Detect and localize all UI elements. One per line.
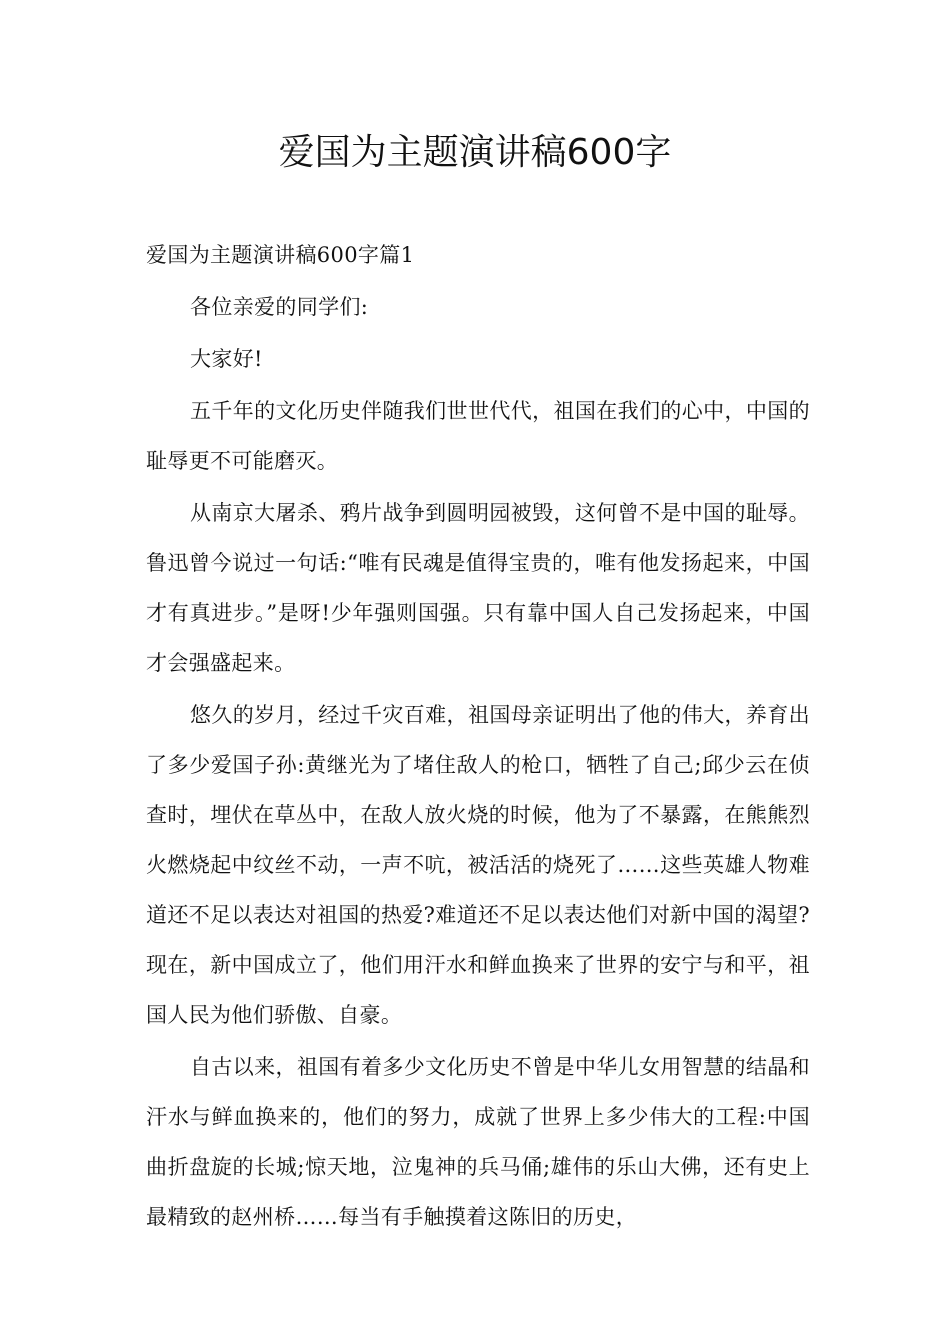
document-title: 爱国为主题演讲稿600字 [278,132,672,173]
body-paragraph: 悠久的岁月，经过千灾百难，祖国母亲证明出了他的伟大，养育出了多少爱国子孙:黄继光为了堵住敌人的枪口，牺牲了自己;邱少云在侦查时，埋伏在草丛中，在敌人放火烧的时候，他为了不暴露，在熊熊烈火燃烧起中纹丝不动，一声不吭，被活活的烧死了……这些英雄人物难道还不足以表达对祖国的热爱?难道还不足以表达他们对新中国的渴望?现在，新中国成立了，他们用汗水和鲜血换来了世界的安宁与和平，祖国人民为他们骄傲、自豪。 [146,703,810,1027]
document-body [146,230,810,1244]
salutation-paragraph: 各位亲爱的同学们: [190,295,369,319]
greeting-paragraph: 大家好! [190,347,263,371]
body-paragraph: 自古以来，祖国有着多少文化历史不曾是中华儿女用智慧的结晶和汗水与鲜血换来的，他们的努力，成就了世界上多少伟大的工程:中国曲折盘旋的长城;惊天地，泣鬼神的兵马俑;雄伟的乐山大佛，还有史上最精致的赵州桥……每当有手触摸着这陈旧的历史， [146,1055,810,1229]
body-paragraph: 从南京大屠杀、鸦片战争到圆明园被毁，这何曾不是中国的耻辱。鲁迅曾今说过一句话:“唯有民魂是值得宝贵的，唯有他发扬起来，中国才有真进步。”是呀!少年强则国强。只有靠中国人自己发扬起来，中国才会强盛起来。 [146,501,810,675]
section-heading: 爱国为主题演讲稿600字篇1 [146,243,415,267]
body-paragraph: 五千年的文化历史伴随我们世世代代，祖国在我们的心中，中国的耻辱更不可能磨灭。 [146,399,810,473]
